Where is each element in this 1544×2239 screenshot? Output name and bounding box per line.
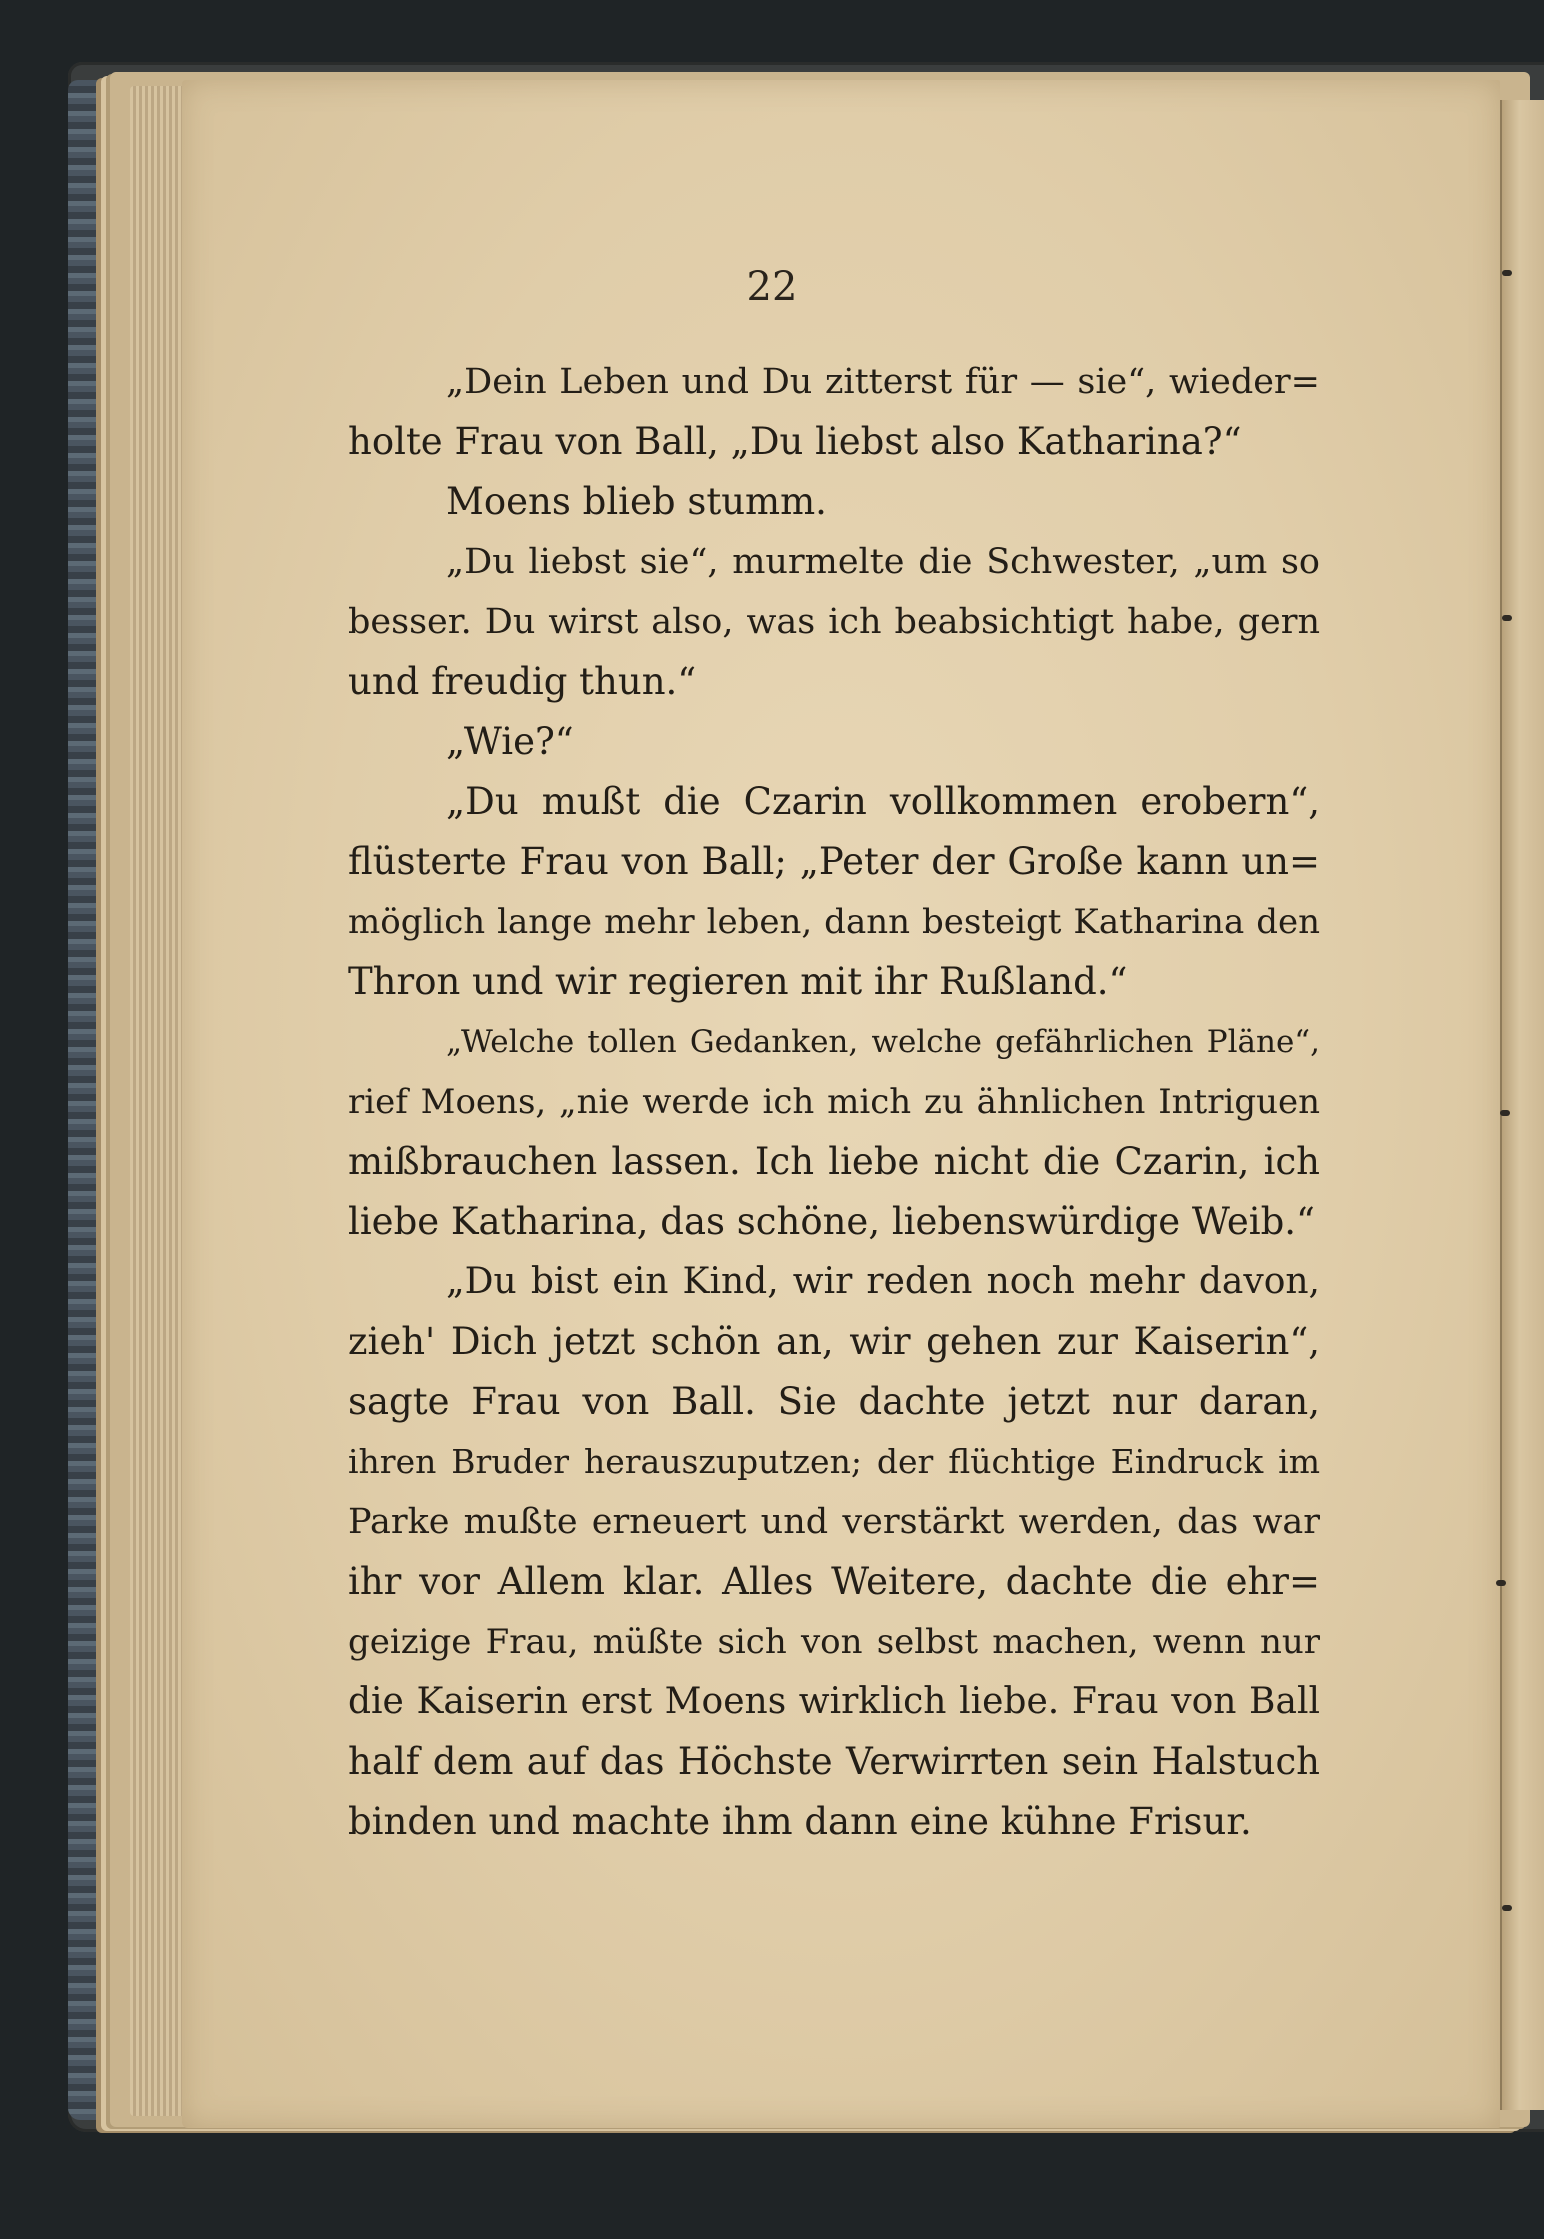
text-line: binden und machte ihm dann eine kühne Frisur. xyxy=(348,1800,1252,1843)
text-line: „Du mußt die Czarin vollkommen erobern“, xyxy=(446,780,1320,823)
text-line: „Du bist ein Kind, wir reden noch mehr davon, xyxy=(446,1261,1320,1302)
text-line: „Wie?“ xyxy=(446,720,574,763)
facing-page-edge xyxy=(1500,100,1544,2110)
text-line: holte Frau von Ball, „Du liebst also Katharina?“ xyxy=(348,420,1242,463)
paper-speck xyxy=(1496,1580,1506,1586)
text-line: besser. Du wirst also, was ich beabsichtigt habe, gern xyxy=(348,602,1320,642)
text-line: ihren Bruder herauszuputzen; der flüchtige Eindruck im xyxy=(348,1442,1320,1481)
text-line: „Dein Leben und Du zitterst für — sie“, wieder= xyxy=(446,362,1320,402)
text-line: flüsterte Frau von Ball; „Peter der Große kann un= xyxy=(348,840,1320,883)
text-line: rief Moens, „nie werde ich mich zu ähnlichen Intriguen xyxy=(348,1082,1320,1122)
text-line: „Du liebst sie“, murmelte die Schwester, „um so xyxy=(446,542,1320,582)
text-line: mißbrauchen lassen. Ich liebe nicht die Czarin, ich xyxy=(348,1140,1320,1183)
text-line: „Welche tollen Gedanken, welche gefährlichen Pläne“, xyxy=(446,1024,1320,1060)
text-line: ihr vor Allem klar. Alles Weitere, dachte die ehr= xyxy=(348,1560,1320,1603)
text-line: zieh' Dich jetzt schön an, wir gehen zur Kaiserin“, xyxy=(348,1320,1320,1363)
text-line: möglich lange mehr leben, dann besteigt Katharina den xyxy=(348,902,1320,942)
paper-speck xyxy=(1502,1905,1512,1911)
body-text xyxy=(348,352,1320,1852)
text-line: geizige Frau, müßte sich von selbst machen, wenn nur xyxy=(348,1622,1320,1662)
book-spine-edge xyxy=(68,80,102,2120)
page-number: 22 xyxy=(746,264,798,310)
text-line: die Kaiserin erst Moens wirklich liebe. Frau von Ball xyxy=(348,1681,1320,1722)
text-line: liebe Katharina, das schöne, liebenswürdige Weib.“ xyxy=(348,1200,1315,1243)
text-line: sagte Frau von Ball. Sie dachte jetzt nur daran, xyxy=(348,1380,1320,1423)
text-line: half dem auf das Höchste Verwirrten sein Halstuch xyxy=(348,1740,1320,1783)
text-line: Thron und wir regieren mit ihr Rußland.“ xyxy=(348,960,1128,1003)
paper-speck xyxy=(1502,615,1512,621)
text-line: Parke mußte erneuert und verstärkt werden, das war xyxy=(348,1502,1320,1542)
text-line: und freudig thun.“ xyxy=(348,660,697,703)
text-line: Moens blieb stumm. xyxy=(446,480,827,523)
paper-speck xyxy=(1500,1110,1510,1116)
